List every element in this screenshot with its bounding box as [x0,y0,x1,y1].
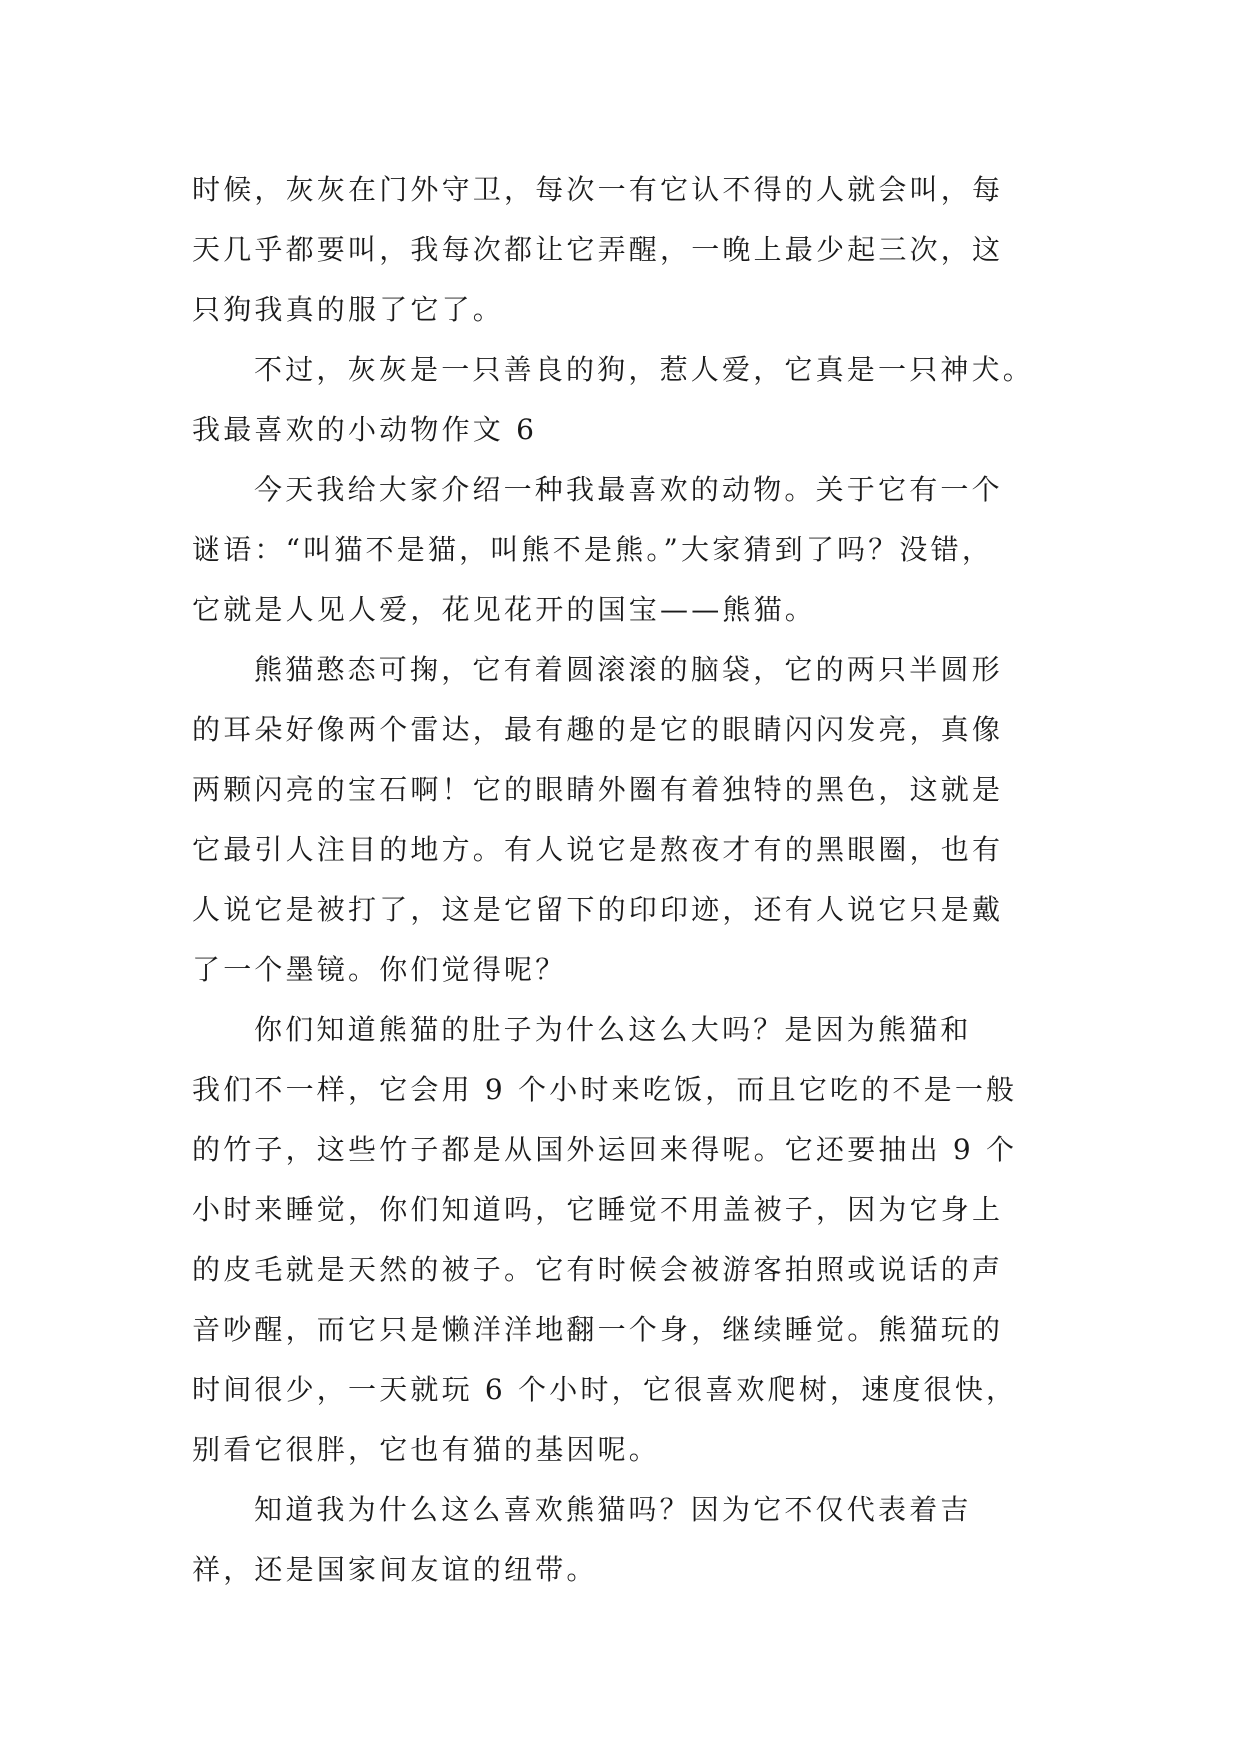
text-line: 音吵醒，而它只是懒洋洋地翻一个身，继续睡觉。熊猫玩的 [192,1313,1004,1346]
text-line: 小时来睡觉，你们知道吗，它睡觉不用盖被子，因为它身上 [192,1193,1004,1226]
paragraph-first-line: 熊猫憨态可掬，它有着圆滚滚的脑袋，它的两只半圆形 [254,653,1003,686]
text-line: 人说它是被打了，这是它留下的印印迹，还有人说它只是戴 [192,893,1004,926]
text-line: 了一个墨镜。你们觉得呢？ [192,953,567,986]
text-line: 我们不一样，它会用 9 个小时来吃饭，而且它吃的不是一般 [192,1073,1018,1106]
text-line: 的耳朵好像两个雷达，最有趣的是它的眼睛闪闪发亮，真像 [192,713,1004,746]
essay-body [192,160,1054,1600]
text-line: 的皮毛就是天然的被子。它有时候会被游客拍照或说话的声 [192,1253,1004,1286]
text-line: 天几乎都要叫，我每次都让它弄醒，一晚上最少起三次，这 [192,233,1004,266]
paragraph-first-line: 你们知道熊猫的肚子为什么这么大吗？是因为熊猫和 [254,1013,972,1046]
section-heading: 我最喜欢的小动物作文 6 [192,413,538,446]
text-line: 时间很少，一天就玩 6 个小时，它很喜欢爬树，速度很快， [192,1373,1018,1406]
paragraph-first-line: 今天我给大家介绍一种我最喜欢的动物。关于它有一个 [254,473,1003,506]
text-line: 谜语：“叫猫不是猫，叫熊不是熊。”大家猜到了吗？没错， [192,533,994,566]
paragraph-first-line: 不过，灰灰是一只善良的狗，惹人爱，它真是一只神犬。 [254,353,1035,386]
text-line: 两颗闪亮的宝石啊！它的眼睛外圈有着独特的黑色，这就是 [192,773,1004,806]
text-line: 祥，还是国家间友谊的纽带。 [192,1553,598,1586]
text-line: 只狗我真的服了它了。 [192,293,505,326]
paragraph-first-line: 知道我为什么这么喜欢熊猫吗？因为它不仅代表着吉 [254,1493,972,1526]
text-line: 的竹子，这些竹子都是从国外运回来得呢。它还要抽出 9 个 [192,1133,1018,1166]
text-line: 别看它很胖，它也有猫的基因呢。 [192,1433,661,1466]
text-line: 它就是人见人爱，花见花开的国宝——熊猫。 [192,593,817,626]
text-line: 它最引人注目的地方。有人说它是熬夜才有的黑眼圈，也有 [192,833,1004,866]
text-line: 时候，灰灰在门外守卫，每次一有它认不得的人就会叫，每 [192,173,1004,206]
